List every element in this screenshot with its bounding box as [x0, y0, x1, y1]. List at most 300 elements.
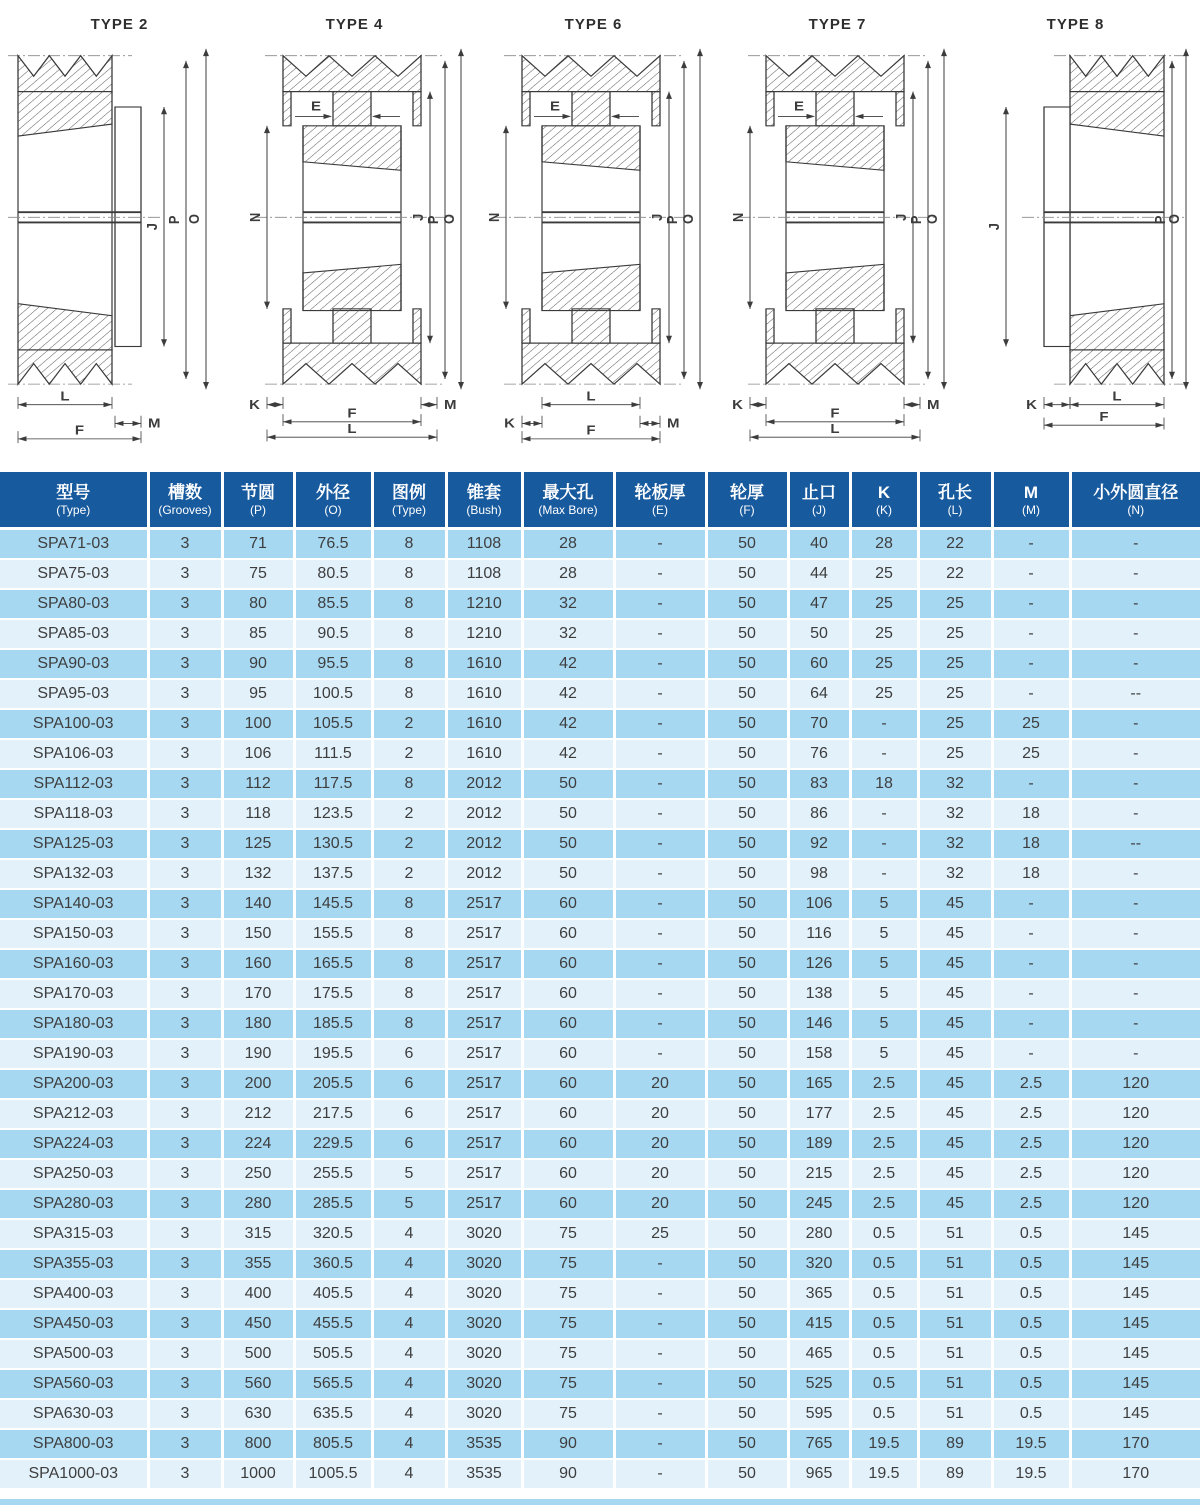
- dim-label-J: J: [985, 223, 1003, 231]
- cell: -: [614, 1279, 706, 1309]
- cell: 25: [614, 1219, 706, 1249]
- cell: 3020: [446, 1339, 522, 1369]
- pulley-drawing-2: [237, 0, 472, 460]
- dim-label-L: L: [347, 420, 357, 436]
- cell: -: [1070, 799, 1200, 829]
- cell: 3: [148, 859, 222, 889]
- cell: 45: [918, 1069, 992, 1099]
- cell: 25: [850, 589, 918, 619]
- table-row: [0, 1369, 1200, 1399]
- cell: 3: [148, 799, 222, 829]
- column-header-en: (K): [876, 503, 892, 517]
- cell: 45: [918, 1099, 992, 1129]
- table-row: [0, 949, 1200, 979]
- cell: -: [614, 859, 706, 889]
- cell: -: [992, 949, 1070, 979]
- cell: 3: [148, 1309, 222, 1339]
- dim-label-F: F: [74, 422, 85, 438]
- cell: 2.5: [992, 1159, 1070, 1189]
- cell: 50: [706, 1189, 788, 1219]
- cell: 525: [788, 1369, 850, 1399]
- cell: SPA630-03: [0, 1399, 148, 1429]
- cell: -: [850, 829, 918, 859]
- cell: 224: [222, 1129, 294, 1159]
- cell: 50: [706, 1069, 788, 1099]
- cell: 2517: [446, 1129, 522, 1159]
- cell: 3: [148, 949, 222, 979]
- cell: 3: [148, 889, 222, 919]
- column-header-en: (Max Bore): [538, 503, 598, 517]
- cell: SPA250-03: [0, 1159, 148, 1189]
- dim-label-E: E: [550, 98, 560, 114]
- cell: 50: [522, 859, 614, 889]
- cell: 19.5: [992, 1459, 1070, 1489]
- pulley-cross-section: [237, 42, 472, 444]
- cell: 5: [372, 1189, 446, 1219]
- column-header-7: [614, 472, 706, 529]
- cell: 2517: [446, 1159, 522, 1189]
- cell: 25: [992, 709, 1070, 739]
- cell: 3: [148, 1339, 222, 1369]
- cell: 145: [1070, 1279, 1200, 1309]
- table-row: [0, 1159, 1200, 1189]
- table-row: [0, 1339, 1200, 1369]
- cell: 165.5: [294, 949, 372, 979]
- cell: 120: [1070, 1069, 1200, 1099]
- table-row: [0, 1249, 1200, 1279]
- cell: 19.5: [850, 1459, 918, 1489]
- cell: 1610: [446, 739, 522, 769]
- cell: 20: [614, 1159, 706, 1189]
- table-row: [0, 1219, 1200, 1249]
- cell: 118: [222, 799, 294, 829]
- cell: 100.5: [294, 679, 372, 709]
- dim-label-N: N: [485, 212, 503, 222]
- cell: 50: [706, 739, 788, 769]
- cell: 89: [918, 1429, 992, 1459]
- dim-label-O: O: [185, 214, 203, 225]
- cell: 2517: [446, 949, 522, 979]
- cell: 76.5: [294, 529, 372, 560]
- cell: 145: [1070, 1249, 1200, 1279]
- cell: SPA118-03: [0, 799, 148, 829]
- cell: 25: [918, 649, 992, 679]
- cell: 60: [522, 1129, 614, 1159]
- dim-label-F: F: [347, 405, 357, 421]
- cell: 1210: [446, 619, 522, 649]
- cell: 405.5: [294, 1279, 372, 1309]
- cell: SPA450-03: [0, 1309, 148, 1339]
- cell: 42: [522, 739, 614, 769]
- cell: 75: [522, 1249, 614, 1279]
- column-header-zh: 图例: [392, 483, 426, 502]
- dim-label-P: P: [1151, 215, 1169, 225]
- cell: 116: [788, 919, 850, 949]
- cell: 123.5: [294, 799, 372, 829]
- cell: -: [1070, 739, 1200, 769]
- cell: 0.5: [992, 1249, 1070, 1279]
- cell: 71: [222, 529, 294, 560]
- cell: 170: [1070, 1429, 1200, 1459]
- cell: 250: [222, 1159, 294, 1189]
- cell: SPA112-03: [0, 769, 148, 799]
- cell: 360.5: [294, 1249, 372, 1279]
- cell: 255.5: [294, 1159, 372, 1189]
- cell: 2.5: [992, 1189, 1070, 1219]
- cell: -: [1070, 649, 1200, 679]
- cell: 229.5: [294, 1129, 372, 1159]
- cell: 146: [788, 1009, 850, 1039]
- cell: 3020: [446, 1369, 522, 1399]
- cell: SPA95-03: [0, 679, 148, 709]
- dim-label-K: K: [1026, 396, 1037, 412]
- cell: 42: [522, 679, 614, 709]
- dim-label-F: F: [830, 405, 840, 421]
- cell: 90: [522, 1429, 614, 1459]
- cell: 20: [614, 1189, 706, 1219]
- cell: 50: [706, 1039, 788, 1069]
- cell: -: [614, 1009, 706, 1039]
- cell: 155.5: [294, 919, 372, 949]
- cell: 145.5: [294, 889, 372, 919]
- cell: 8: [372, 949, 446, 979]
- cell: 50: [706, 1159, 788, 1189]
- cell: 170: [222, 979, 294, 1009]
- cell: 50: [706, 1099, 788, 1129]
- table-row: [0, 829, 1200, 859]
- cell: 18: [992, 799, 1070, 829]
- cell: 3: [148, 1129, 222, 1159]
- cell: 75: [222, 559, 294, 589]
- cell: 60: [522, 1069, 614, 1099]
- cell: SPA280-03: [0, 1189, 148, 1219]
- cell: 50: [706, 559, 788, 589]
- cell: 98: [788, 859, 850, 889]
- cell: 8: [372, 889, 446, 919]
- dim-label-L: L: [1112, 388, 1122, 404]
- cell: 0.5: [992, 1369, 1070, 1399]
- cell: 105.5: [294, 709, 372, 739]
- cell: 2: [372, 739, 446, 769]
- dim-label-J: J: [648, 213, 666, 221]
- cell: 100: [222, 709, 294, 739]
- cell: 630: [222, 1399, 294, 1429]
- cell: -: [614, 529, 706, 560]
- cell: -: [614, 979, 706, 1009]
- cell: 3: [148, 709, 222, 739]
- pulley-drawing-5: [958, 0, 1193, 460]
- cell: 138: [788, 979, 850, 1009]
- cell: 3020: [446, 1219, 522, 1249]
- cell: 1210: [446, 589, 522, 619]
- cell: 0.5: [992, 1309, 1070, 1339]
- cell: SPA800-03: [0, 1429, 148, 1459]
- cell: 50: [706, 829, 788, 859]
- column-header-en: (P): [250, 503, 266, 517]
- cell: SPA224-03: [0, 1129, 148, 1159]
- table-row: [0, 799, 1200, 829]
- cell: 25: [918, 589, 992, 619]
- cell: 2517: [446, 1039, 522, 1069]
- cell: 0.5: [992, 1339, 1070, 1369]
- cell: 1610: [446, 679, 522, 709]
- cell: 2.5: [850, 1129, 918, 1159]
- cell: 3: [148, 1399, 222, 1429]
- cell: 50: [706, 589, 788, 619]
- cell: -: [614, 1309, 706, 1339]
- cell: 217.5: [294, 1099, 372, 1129]
- cell: SPA125-03: [0, 829, 148, 859]
- cell: 28: [850, 529, 918, 560]
- pulley-drawing-1: [2, 0, 237, 460]
- dim-label-J: J: [409, 213, 427, 221]
- cell: -: [1070, 619, 1200, 649]
- cell: 60: [788, 649, 850, 679]
- table-row: [0, 1309, 1200, 1339]
- cell: 50: [706, 1309, 788, 1339]
- cell: -: [614, 949, 706, 979]
- table-row: [0, 1009, 1200, 1039]
- table-row: [0, 1099, 1200, 1129]
- cell: 189: [788, 1129, 850, 1159]
- cell: 415: [788, 1309, 850, 1339]
- cell: 80: [222, 589, 294, 619]
- pulley-cross-section: [958, 42, 1193, 444]
- cell: 106: [788, 889, 850, 919]
- cell: 8: [372, 529, 446, 560]
- cell: SPA80-03: [0, 589, 148, 619]
- cell: 89: [918, 1459, 992, 1489]
- column-header-11: [918, 472, 992, 529]
- cell: 1108: [446, 559, 522, 589]
- cell: 3020: [446, 1309, 522, 1339]
- pulley-cross-section: [720, 42, 955, 444]
- cell: 195.5: [294, 1039, 372, 1069]
- cell: 60: [522, 1009, 614, 1039]
- cell: 51: [918, 1309, 992, 1339]
- column-header-en: (Type): [56, 503, 91, 517]
- cell: SPA190-03: [0, 1039, 148, 1069]
- table-row: [0, 1039, 1200, 1069]
- table-row: [0, 1129, 1200, 1159]
- cell: 8: [372, 919, 446, 949]
- column-header-en: (Bush): [466, 503, 502, 517]
- column-header-4: [372, 472, 446, 529]
- cell: -: [992, 619, 1070, 649]
- cell: 120: [1070, 1189, 1200, 1219]
- dim-label-F: F: [586, 422, 596, 438]
- dim-label-K: K: [504, 415, 515, 431]
- cell: 50: [706, 529, 788, 560]
- cell: 3: [148, 1249, 222, 1279]
- dim-label-M: M: [667, 415, 680, 431]
- cell: 5: [850, 979, 918, 1009]
- cell: 180: [222, 1009, 294, 1039]
- column-header-en: (J): [812, 503, 826, 517]
- cell: 2012: [446, 799, 522, 829]
- dim-label-O: O: [440, 214, 458, 225]
- drawing-title: TYPE 2: [90, 16, 149, 33]
- cell: SPA75-03: [0, 559, 148, 589]
- cell: 2517: [446, 1009, 522, 1039]
- cell: 90: [522, 1459, 614, 1489]
- cell: 2: [372, 709, 446, 739]
- cell: 1000: [222, 1459, 294, 1489]
- spec-table: [0, 472, 1200, 1490]
- cell: 25: [850, 679, 918, 709]
- cell: 320: [788, 1249, 850, 1279]
- cell: 106: [222, 739, 294, 769]
- table-row: [0, 769, 1200, 799]
- cell: SPA170-03: [0, 979, 148, 1009]
- cell: 455.5: [294, 1309, 372, 1339]
- table-row: [0, 649, 1200, 679]
- dim-label-L: L: [60, 388, 70, 404]
- cell: -: [992, 979, 1070, 1009]
- column-header-0: [0, 472, 148, 529]
- cell: -: [614, 829, 706, 859]
- column-header-12: [992, 472, 1070, 529]
- cell: -: [614, 1249, 706, 1279]
- cell: 3: [148, 739, 222, 769]
- cell: 32: [522, 619, 614, 649]
- cell: 355: [222, 1249, 294, 1279]
- column-header-zh: 轮厚: [730, 483, 764, 502]
- cell: 86: [788, 799, 850, 829]
- cell: 2.5: [850, 1159, 918, 1189]
- cell: 51: [918, 1219, 992, 1249]
- cell: -: [614, 799, 706, 829]
- cell: 175.5: [294, 979, 372, 1009]
- drawing-title: TYPE 6: [564, 16, 623, 33]
- cell: 200: [222, 1069, 294, 1099]
- cell: 50: [522, 799, 614, 829]
- cell: 25: [918, 679, 992, 709]
- cell: 120: [1070, 1099, 1200, 1129]
- cell: -: [1070, 1039, 1200, 1069]
- table-row: [0, 559, 1200, 589]
- cell: 205.5: [294, 1069, 372, 1099]
- column-header-zh: 最大孔: [542, 483, 594, 502]
- cell: 45: [918, 1039, 992, 1069]
- cell: 85: [222, 619, 294, 649]
- cell: SPA90-03: [0, 649, 148, 679]
- cell: 2: [372, 799, 446, 829]
- cell: -: [1070, 589, 1200, 619]
- cell: 60: [522, 1189, 614, 1219]
- column-header-en: (M): [1022, 503, 1040, 517]
- cell: SPA400-03: [0, 1279, 148, 1309]
- cell: 3: [148, 769, 222, 799]
- cell: 4: [372, 1219, 446, 1249]
- cell: 18: [992, 829, 1070, 859]
- cell: 3: [148, 1099, 222, 1129]
- column-header-zh: 轮板厚: [634, 483, 686, 502]
- column-header-8: [706, 472, 788, 529]
- column-header-10: [850, 472, 918, 529]
- column-header-zh: 型号: [56, 483, 91, 502]
- cell: 50: [706, 1369, 788, 1399]
- cell: 95: [222, 679, 294, 709]
- cell: 50: [706, 859, 788, 889]
- cell: 112: [222, 769, 294, 799]
- cell: SPA100-03: [0, 709, 148, 739]
- cell: 50: [706, 619, 788, 649]
- column-header-3: [294, 472, 372, 529]
- cell: 145: [1070, 1339, 1200, 1369]
- cell: 1610: [446, 649, 522, 679]
- cell: 32: [918, 769, 992, 799]
- column-header-zh: 槽数: [168, 483, 202, 502]
- dim-label-O: O: [923, 214, 941, 225]
- cell: 3: [148, 679, 222, 709]
- cell: 400: [222, 1279, 294, 1309]
- pulley-drawing-4: [720, 0, 955, 460]
- cell: 60: [522, 979, 614, 1009]
- table-row: [0, 859, 1200, 889]
- cell: 145: [1070, 1399, 1200, 1429]
- cell: -: [1070, 979, 1200, 1009]
- cell: 3020: [446, 1399, 522, 1429]
- cell: 3: [148, 1459, 222, 1489]
- cell: 45: [918, 889, 992, 919]
- cell: -: [992, 559, 1070, 589]
- cell: 3: [148, 979, 222, 1009]
- cell: 6: [372, 1039, 446, 1069]
- dim-label-J: J: [892, 213, 910, 221]
- cell: -: [614, 1339, 706, 1369]
- column-header-9: [788, 472, 850, 529]
- cell: 85.5: [294, 589, 372, 619]
- cell: 0.5: [850, 1399, 918, 1429]
- cell: 2012: [446, 769, 522, 799]
- cell: 2.5: [850, 1189, 918, 1219]
- cell: 50: [522, 829, 614, 859]
- cell: 117.5: [294, 769, 372, 799]
- table-row: [0, 679, 1200, 709]
- cell: 0.5: [850, 1249, 918, 1279]
- cell: 145: [1070, 1309, 1200, 1339]
- table-row: [0, 619, 1200, 649]
- cell: -: [850, 739, 918, 769]
- table-row: [0, 529, 1200, 560]
- cell: 800: [222, 1429, 294, 1459]
- cell: -: [614, 709, 706, 739]
- cell: -: [1070, 709, 1200, 739]
- dim-label-L: L: [586, 388, 596, 404]
- cell: 75: [522, 1339, 614, 1369]
- cell: -: [614, 589, 706, 619]
- cell: SPA106-03: [0, 739, 148, 769]
- table-row: [0, 1279, 1200, 1309]
- cell: 3: [148, 919, 222, 949]
- column-header-13: [1070, 472, 1200, 529]
- cell: 32: [918, 859, 992, 889]
- cell: 75: [522, 1279, 614, 1309]
- cell: 19.5: [992, 1429, 1070, 1459]
- cell: 2517: [446, 979, 522, 1009]
- column-header-zh: 止口: [802, 483, 836, 502]
- dim-label-O: O: [1165, 214, 1183, 225]
- cell: 8: [372, 1009, 446, 1039]
- cell: 8: [372, 649, 446, 679]
- cell: 2.5: [850, 1069, 918, 1099]
- cell: 285.5: [294, 1189, 372, 1219]
- cell: -: [1070, 529, 1200, 560]
- cell: 60: [522, 919, 614, 949]
- cell: 2517: [446, 919, 522, 949]
- cell: 47: [788, 589, 850, 619]
